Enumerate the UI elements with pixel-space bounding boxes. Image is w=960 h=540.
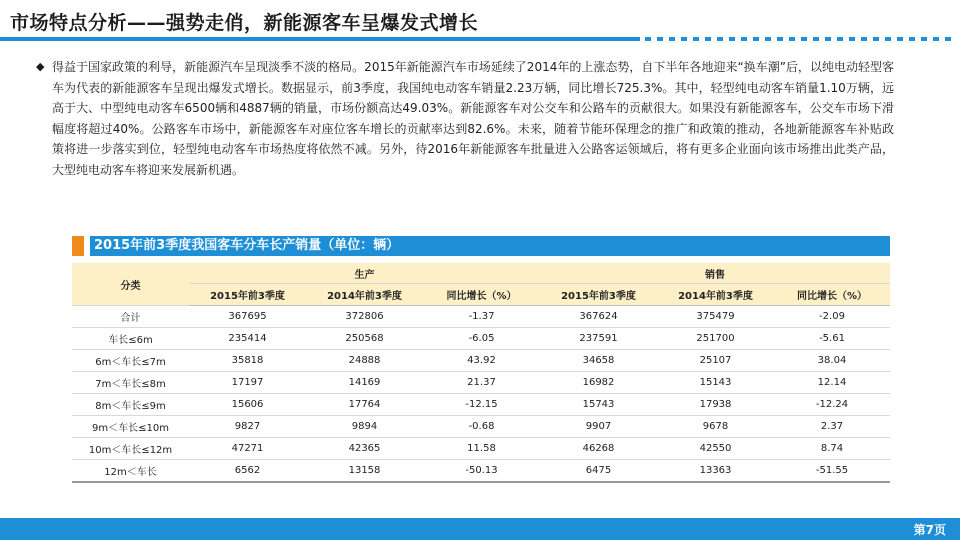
row-category-cell: 8m＜车长≤9m	[72, 394, 189, 416]
table-cell: 13363	[657, 460, 774, 483]
table-cell: 9907	[540, 416, 657, 438]
table-row	[72, 438, 890, 460]
body-paragraph-block	[36, 57, 894, 180]
table-cell: 14169	[306, 372, 423, 394]
table-cell: 17938	[657, 394, 774, 416]
table-cell: 251700	[657, 328, 774, 350]
table-cell: 17764	[306, 394, 423, 416]
table-cell: 15743	[540, 394, 657, 416]
table-cell: 6475	[540, 460, 657, 483]
table-title-banner	[72, 236, 890, 256]
production-sales-table	[72, 263, 890, 483]
table-subheader-row	[72, 284, 890, 306]
table-cell: 13158	[306, 460, 423, 483]
table-cell: 2.37	[774, 416, 890, 438]
table-cell: 12.14	[774, 372, 890, 394]
column-header: 同比增长（%）	[423, 284, 540, 306]
table-cell: -51.55	[774, 460, 890, 483]
table-cell: 11.58	[423, 438, 540, 460]
table-title: 2015年前3季度我国客车分车长产销量（单位：辆）	[90, 236, 890, 256]
table-row	[72, 306, 890, 328]
table-cell: 35818	[189, 350, 306, 372]
table-cell: 6562	[189, 460, 306, 483]
footer-bar	[0, 518, 960, 540]
table-cell: 42550	[657, 438, 774, 460]
table-row	[72, 460, 890, 483]
table-cell: -2.09	[774, 306, 890, 328]
table-cell: 16982	[540, 372, 657, 394]
row-category-cell: 9m＜车长≤10m	[72, 416, 189, 438]
table-row	[72, 372, 890, 394]
column-header: 同比增长（%）	[774, 284, 890, 306]
column-header: 2014年前3季度	[306, 284, 423, 306]
table-cell: -1.37	[423, 306, 540, 328]
column-header: 2015年前3季度	[540, 284, 657, 306]
table-row	[72, 416, 890, 438]
diamond-bullet-icon: ◆	[36, 60, 45, 73]
group-header-production: 生产	[189, 263, 540, 284]
table-cell: 15606	[189, 394, 306, 416]
table-cell: -0.68	[423, 416, 540, 438]
body-paragraph: 得益于国家政策的利导，新能源汽车呈现淡季不淡的格局。2015年新能源汽车市场延续了2014年的上涨态势，自下半年各地迎来“换车潮”后，以纯电动轻型客车为代表的新能源客车呈现出爆发式增长。数据显示，前3季度，我国纯电动客车销量2.23万辆，同比增长725.3%。其中，轻型纯电动客车销量1.10万辆，远高于大、中型纯电动客车6500辆和4887辆的销量，市场份额高达49.03%。新能源客车对公交车和公路车的贡献很大。如果没有新能源客车，公交车市场下滑幅度将超过40%。公路客车市场中，新能源客车对座位客车增长的贡献率达到82.6%。未来，随着节能环保理念的推广和政策的推动，各地新能源客车补贴政策将进一步落实到位，轻型纯电动客车市场热度将依然不减。另外，待2016年新能源客车批量进入公路客运领域后，将有更多企业面向该市场推出此类产品，大型纯电动客车将迎来发展新机遇。	[52, 60, 894, 177]
row-category-cell: 6m＜车长≤7m	[72, 350, 189, 372]
table-cell: 235414	[189, 328, 306, 350]
table-cell: 43.92	[423, 350, 540, 372]
category-header: 分类	[72, 263, 189, 306]
table-cell: 25107	[657, 350, 774, 372]
table-cell: 250568	[306, 328, 423, 350]
table-cell: 46268	[540, 438, 657, 460]
table-cell: 21.37	[423, 372, 540, 394]
row-category-cell: 12m＜车长	[72, 460, 189, 483]
row-category-cell: 7m＜车长≤8m	[72, 372, 189, 394]
table-row	[72, 350, 890, 372]
table-cell: 367695	[189, 306, 306, 328]
table-cell: -12.15	[423, 394, 540, 416]
table-row	[72, 328, 890, 350]
table-cell: 375479	[657, 306, 774, 328]
table-header-row	[72, 263, 890, 284]
orange-marker	[72, 236, 84, 256]
page-number: 第7页	[913, 523, 946, 537]
table-cell: 24888	[306, 350, 423, 372]
table-cell: 367624	[540, 306, 657, 328]
row-category-cell: 车长≤6m	[72, 328, 189, 350]
table-cell: -50.13	[423, 460, 540, 483]
page-title: 市场特点分析——强势走俏，新能源客车呈爆发式增长	[10, 12, 479, 34]
table-cell: 8.74	[774, 438, 890, 460]
table-cell: 17197	[189, 372, 306, 394]
table-cell: 42365	[306, 438, 423, 460]
table-cell: 9894	[306, 416, 423, 438]
table-cell: 47271	[189, 438, 306, 460]
table-cell: -12.24	[774, 394, 890, 416]
table-cell: 9827	[189, 416, 306, 438]
table-cell: -6.05	[423, 328, 540, 350]
title-underline	[0, 37, 640, 41]
table-cell: 34658	[540, 350, 657, 372]
row-category-cell: 合计	[72, 306, 189, 328]
column-header: 2014年前3季度	[657, 284, 774, 306]
title-dashed-rule	[645, 37, 955, 41]
group-header-sales: 销售	[540, 263, 890, 284]
table-cell: 38.04	[774, 350, 890, 372]
row-category-cell: 10m＜车长≤12m	[72, 438, 189, 460]
table-cell: -5.61	[774, 328, 890, 350]
table-cell: 237591	[540, 328, 657, 350]
table-cell: 15143	[657, 372, 774, 394]
table-row	[72, 394, 890, 416]
table-cell: 372806	[306, 306, 423, 328]
table-cell: 9678	[657, 416, 774, 438]
column-header: 2015年前3季度	[189, 284, 306, 306]
